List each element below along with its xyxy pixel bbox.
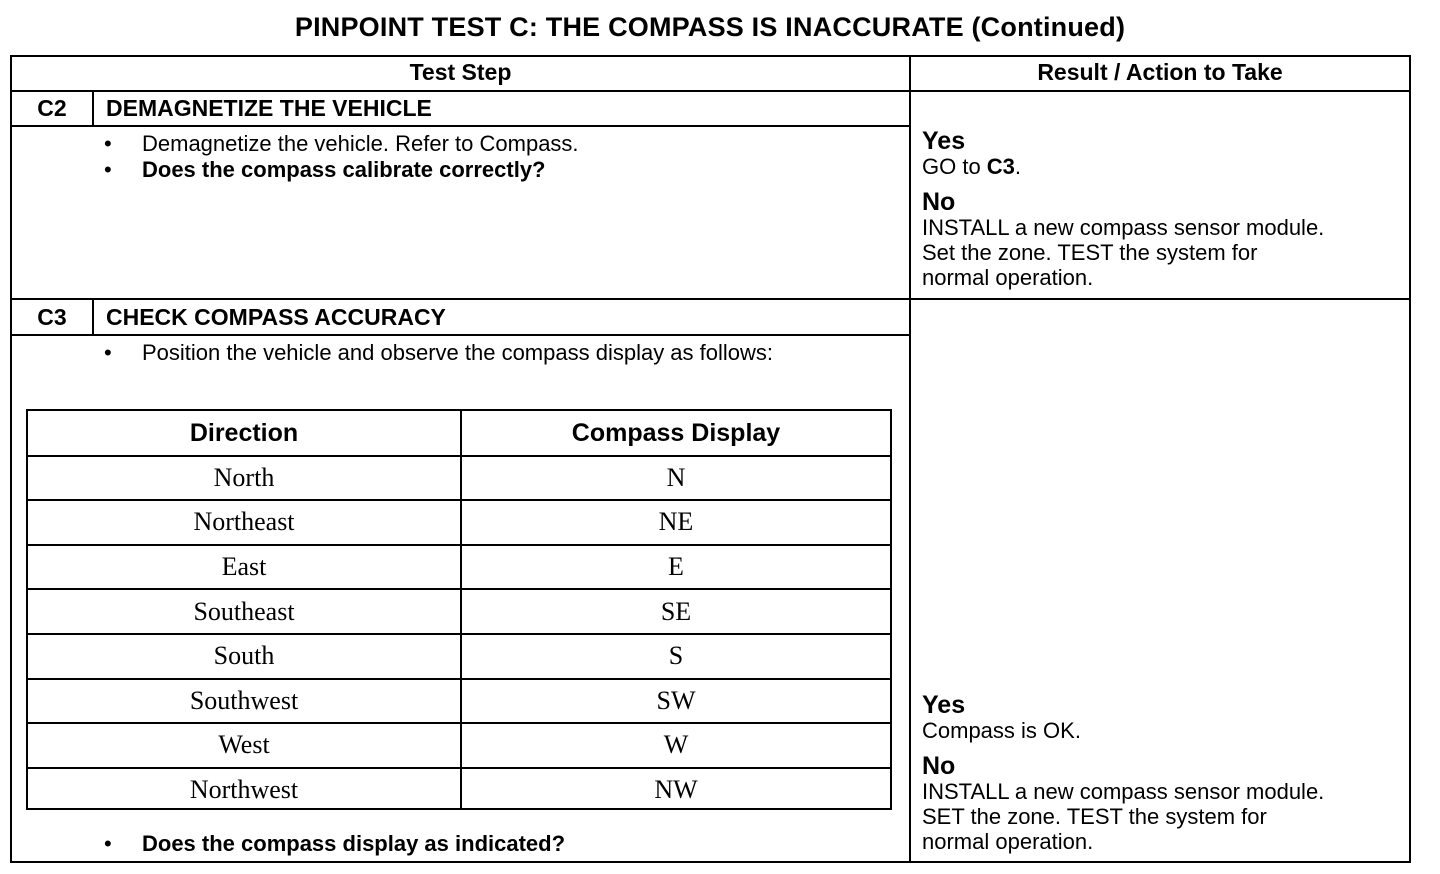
c2-yes-label: Yes [922,127,966,155]
c2-no-line: normal operation. [922,265,1094,290]
table-row [28,634,890,679]
direction-cell: West [218,730,270,760]
compass-display-cell: N [666,462,686,492]
c2-yes-action [922,154,1324,179]
c2-yes-suffix: . [1014,154,1022,179]
bullet-glyph: • [104,131,112,156]
column-divider [909,55,911,863]
bullet-text: Position the vehicle and observe the compass display as follows: [142,340,774,365]
bullet-text: Does the compass calibrate correctly? [142,157,546,182]
table-row [28,723,890,768]
compass-display-cell: W [663,730,689,760]
c2-yes-ref: C3 [986,154,1015,179]
header-test-step: Test Step [409,59,512,85]
header-result-action: Result / Action to Take [1037,59,1283,85]
step-title-c3: CHECK COMPASS ACCURACY [106,304,446,330]
direction-cell: East [221,552,267,582]
c3-no-line: INSTALL a new compass sensor module. [922,779,1325,804]
c2-code-divider [92,90,94,127]
step-title-c2: DEMAGNETIZE THE VEHICLE [106,95,432,121]
direction-cell: South [213,641,275,671]
page-title: PINPOINT TEST C: THE COMPASS IS INACCURATE (Continued) [294,12,1126,42]
compass-display-cell: SE [660,596,692,626]
table-row [28,679,890,724]
compass-display-cell: NE [658,507,694,537]
step-code-c3: C3 [37,304,67,330]
compass-display-cell: S [668,641,684,671]
c3-title-divider [10,334,910,336]
c3-no-line: SET the zone. TEST the system for [922,804,1267,829]
c2-no-line: Set the zone. TEST the system for [922,240,1258,265]
column-header-direction: Direction [189,418,299,447]
c3-no-line: normal operation. [922,829,1094,854]
compass-display-cell: E [668,552,684,582]
c2-result [922,129,1324,290]
bullet-glyph: • [104,157,112,182]
compass-display-cell: NW [654,775,698,805]
direction-cell: Northeast [193,507,295,537]
direction-cell: North [213,462,275,492]
direction-cell: Northwest [189,775,299,805]
c3-yes-text: Compass is OK. [922,718,1081,743]
c2-no-line: INSTALL a new compass sensor module. [922,215,1325,240]
table-row [28,545,890,590]
header-divider [10,90,1411,92]
column-header-compass-display: Compass Display [571,418,781,447]
compass-table-header-row [28,411,890,456]
compass-direction-table [26,409,892,810]
compass-display-cell: SW [656,685,696,715]
bullet-glyph: • [104,831,112,856]
bullet-glyph: • [104,340,112,365]
c3-yes-label: Yes [922,691,966,719]
direction-cell: Southwest [189,685,299,715]
direction-cell: Southeast [193,596,295,626]
table-row [28,500,890,545]
step-code-c2: C2 [37,95,67,121]
table-row [28,589,890,634]
table-row [28,768,890,813]
c3-result [922,693,1324,854]
c2-no-label: No [922,188,956,216]
step-divider [10,298,1411,300]
table-row [28,456,890,501]
c3-no-label: No [922,752,956,780]
c3-code-divider [92,298,94,336]
bullet-text: Does the compass display as indicated? [142,831,566,856]
c2-title-divider [10,125,910,127]
bullet-text: Demagnetize the vehicle. Refer to Compass. [142,131,579,156]
c2-yes-prefix: GO to [922,154,987,179]
